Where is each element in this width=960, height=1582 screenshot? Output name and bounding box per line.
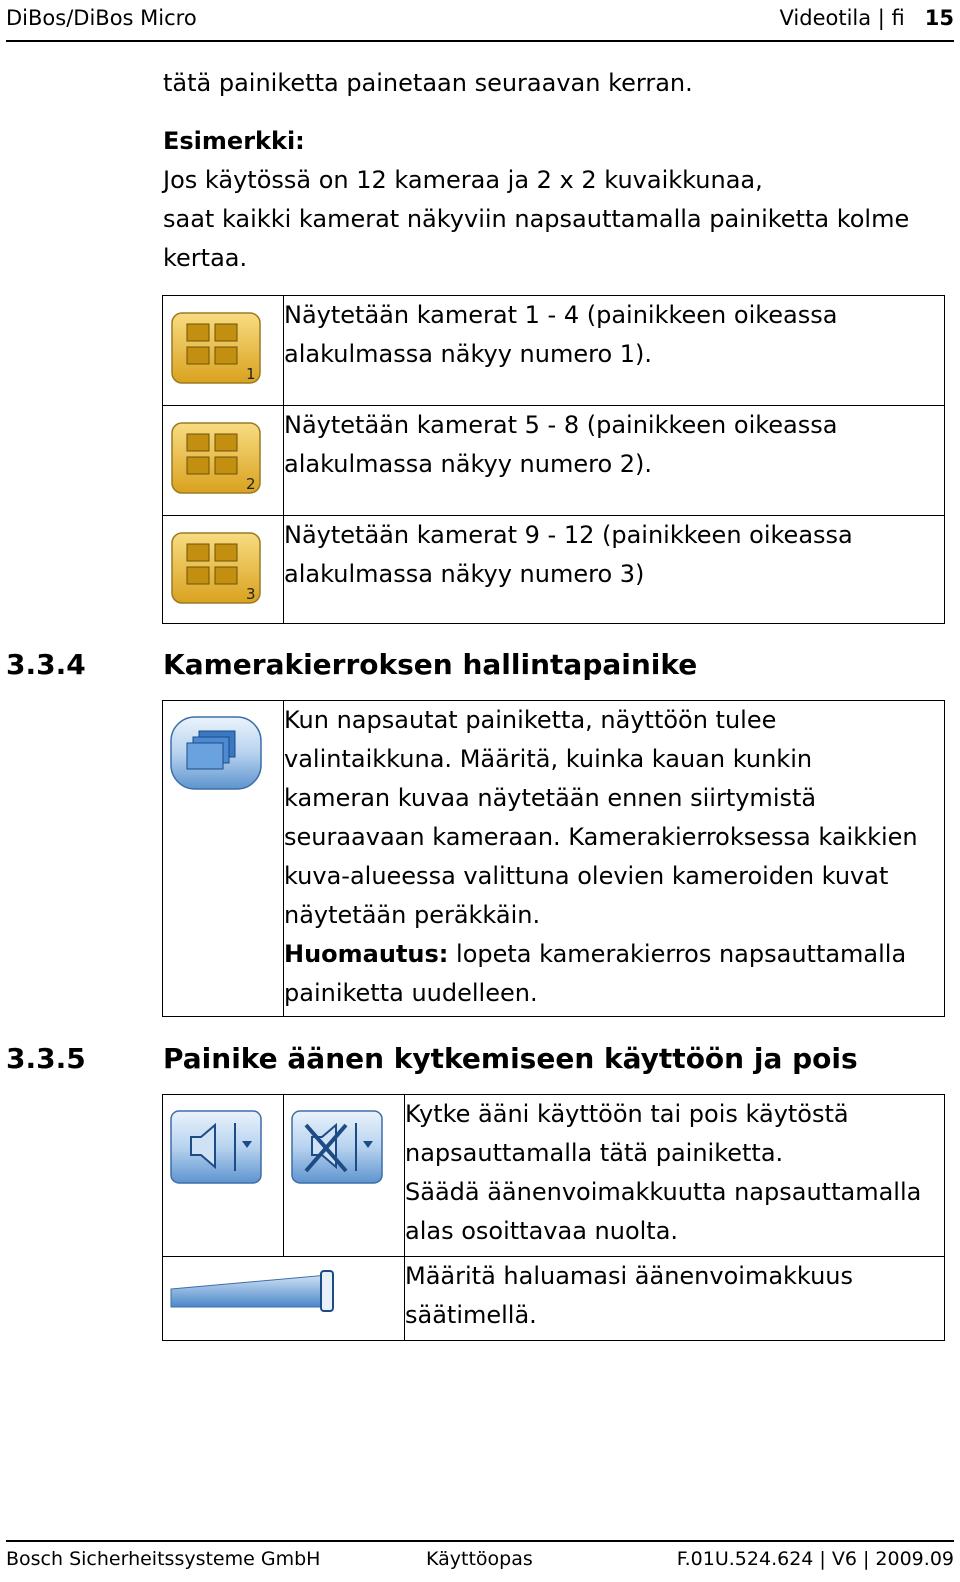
icon-cell <box>163 516 284 624</box>
text-line: seuraavaan kameraan. Kamerakierroksessa kaikkien <box>284 823 918 851</box>
section-title: Kamerakierroksen hallintapainike <box>163 648 698 681</box>
text-line: valintaikkuna. Määritä, kuinka kauan kunkin <box>284 745 813 773</box>
grid-2x2-button-3-icon <box>163 516 263 606</box>
text-line: Kun napsautat painiketta, näyttöön tulee <box>284 706 777 734</box>
icon-cell <box>284 1095 405 1257</box>
row-text-line-2: alakulmassa näkyy numero 1). <box>284 340 653 368</box>
grid-2x2-button-1-icon <box>163 296 263 386</box>
text-line: kuva-alueessa valittuna olevien kameroiden kuvat <box>284 862 889 890</box>
button-digit: 3 <box>246 585 256 603</box>
note-line-2: painiketta uudelleen. <box>284 979 538 1007</box>
text-line: Kytke ääni käyttöön tai pois käytöstä <box>405 1100 849 1128</box>
footer-company: Bosch Sicherheitssysteme GmbH <box>6 1548 321 1570</box>
example-line-2: saat kaikki kamerat näkyviin napsauttamalla painiketta kolme <box>163 205 910 233</box>
description-cell <box>405 1095 945 1257</box>
camera-sequence-table <box>162 700 945 1017</box>
row-text-line-1: Näytetään kamerat 1 - 4 (painikkeen oikeassa <box>284 301 838 329</box>
text-line: alas osoittavaa nuolta. <box>405 1217 679 1245</box>
audio-table <box>162 1094 945 1341</box>
page-number: 15 <box>924 6 954 30</box>
text-line: Määritä haluamasi äänenvoimakkuus <box>405 1262 854 1290</box>
text-line: Säädä äänenvoimakkuutta napsauttamalla <box>405 1178 922 1206</box>
section-label: Videotila | fi <box>779 6 905 30</box>
footer-reference: F.01U.524.624 | V6 | 2009.09 <box>676 1548 954 1570</box>
text-line: kameran kuvaa näytetään ennen siirtymistä <box>284 784 817 812</box>
footer-document: Käyttöopas <box>426 1548 533 1570</box>
speaker-button-icon <box>163 1095 263 1185</box>
speaker-muted-button-icon <box>284 1095 384 1185</box>
description-cell <box>284 516 945 624</box>
note-label: Huomautus: <box>284 940 449 968</box>
icon-cell <box>163 1257 405 1341</box>
icon-cell <box>163 406 284 516</box>
text-line: napsauttamalla tätä painiketta. <box>405 1139 784 1167</box>
icon-cell <box>163 296 284 406</box>
text-line: näytetään peräkkäin. <box>284 901 541 929</box>
icon-cell <box>163 1095 284 1257</box>
camera-group-table <box>162 295 945 624</box>
description-cell <box>284 296 945 406</box>
description-cell <box>284 406 945 516</box>
intro-line: tätä painiketta painetaan seuraavan kerran. <box>163 69 693 97</box>
table-row <box>163 516 945 624</box>
row-text-line-2: alakulmassa näkyy numero 3) <box>284 560 645 588</box>
page-header <box>6 0 954 42</box>
table-row <box>163 701 945 1017</box>
table-row <box>163 1095 945 1257</box>
note-line <box>284 935 944 974</box>
button-digit: 1 <box>246 365 256 383</box>
page-footer <box>6 1540 954 1582</box>
grid-2x2-button-2-icon <box>163 406 263 496</box>
table-row <box>163 296 945 406</box>
row-text-line-1: Näytetään kamerat 5 - 8 (painikkeen oikeassa <box>284 411 838 439</box>
example-label: Esimerkki: <box>163 127 305 155</box>
example-line-3: kertaa. <box>163 244 248 272</box>
row-text-line-1: Näytetään kamerat 9 - 12 (painikkeen oikeassa <box>284 521 853 549</box>
volume-slider-icon <box>163 1257 363 1317</box>
camera-sequence-button-icon <box>163 701 263 791</box>
section-title: Painike äänen kytkemiseen käyttöön ja pois <box>163 1042 858 1075</box>
description-cell <box>405 1257 945 1341</box>
row-text-line-2: alakulmassa näkyy numero 2). <box>284 450 653 478</box>
note-text: lopeta kamerakierros napsauttamalla <box>448 940 907 968</box>
header-right <box>780 6 955 30</box>
table-row <box>163 406 945 516</box>
table-row <box>163 1257 945 1341</box>
icon-cell <box>163 701 284 1017</box>
description-cell <box>284 701 945 1017</box>
example-line-1: Jos käytössä on 12 kameraa ja 2 x 2 kuvaikkunaa, <box>163 166 763 194</box>
text-line: säätimellä. <box>405 1301 537 1329</box>
document-title: DiBos/DiBos Micro <box>6 6 197 30</box>
section-number: 3.3.5 <box>6 1042 86 1075</box>
button-digit: 2 <box>246 475 256 493</box>
section-number: 3.3.4 <box>6 648 86 681</box>
